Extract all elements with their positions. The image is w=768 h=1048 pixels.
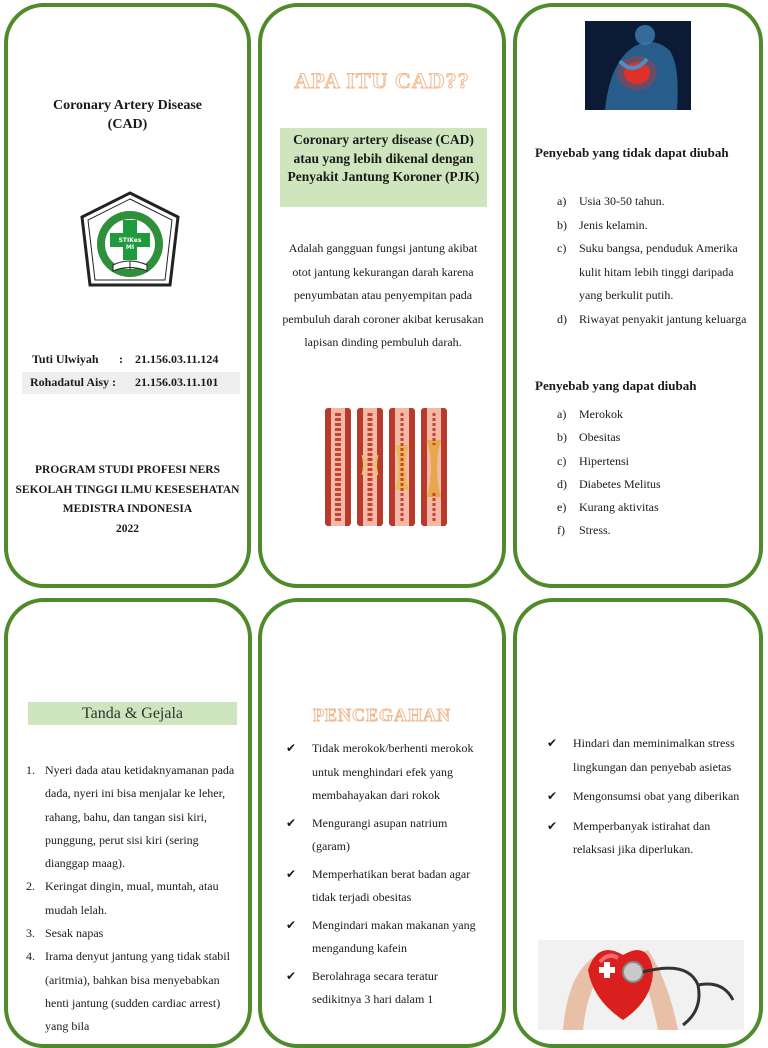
program-year: 2022 [116, 522, 139, 535]
list-item: ✔ Mengurangi asupan natrium (garam) [286, 812, 486, 859]
heart-stethoscope-image [538, 940, 744, 1030]
list-item: 3. Sesak napas [26, 926, 104, 941]
stikes-logo [75, 187, 185, 297]
author-row [22, 349, 240, 371]
prevention-panel [258, 598, 506, 1048]
list-item: ✔ Memperhatikan berat badan agar tidak terjadi obesitas [286, 863, 486, 910]
fixed-causes-title: Penyebab yang tidak dapat diubah [535, 145, 729, 160]
symptoms-list [26, 759, 238, 1039]
check-icon: ✔ [286, 968, 297, 983]
author-name: Tuti Ulwiyah [32, 352, 99, 366]
list-item: d) Riwayat penyakit jantung keluarga [557, 311, 747, 326]
author-name: Rohadatul Aisy : [30, 375, 117, 389]
list-item: f) Stress. [557, 523, 611, 538]
program-block [8, 461, 247, 539]
list-item: b) Obesitas [557, 430, 621, 445]
list-item: ✔ Mengonsumsi obat yang diberikan [547, 785, 747, 809]
symptoms-title: Tanda & Gejala [28, 702, 237, 725]
list-item: 1. Nyeri dada atau ketidaknyamanan pada dada, nyeri ini bisa menjalar ke leher, rahang, bahu, dan tangan sisi kiri, punggung, perut sisi kiri (sering dianggap maag). [26, 763, 235, 871]
program-line: SEKOLAH TINGGI ILMU KESESEHATAN [15, 483, 240, 496]
list-item: a) Usia 30-50 tahun. [557, 194, 665, 208]
author-nim: 21.156.03.11.101 [135, 375, 219, 389]
definition-box [280, 128, 487, 207]
list-item: 2. Keringat dingin, mual, muntah, atau mudah lelah. [26, 879, 219, 917]
list-item: a) Merokok [557, 407, 623, 421]
cover-panel [4, 3, 251, 588]
check-icon: ✔ [286, 741, 297, 755]
author-row [22, 372, 240, 394]
list-item: d) Diabetes Melitus [557, 476, 661, 491]
list-item: ✔ Berolahraga secara teratur sedikitnya 3 hari dalam 1 [286, 965, 486, 1012]
check-icon: ✔ [286, 815, 297, 830]
list-item: e) Kurang aktivitas [557, 500, 659, 515]
symptoms-panel [4, 598, 252, 1048]
program-line: MEDISTRA INDONESIA [62, 503, 193, 515]
prevention-list [286, 737, 486, 1012]
author-nim: 21.156.03.11.124 [135, 352, 219, 366]
list-item: c) Hipertensi [557, 453, 629, 468]
artery-illustration [322, 405, 450, 529]
check-icon: ✔ [547, 818, 558, 833]
list-item: c) Suku bangsa, penduduk Amerika kulit hitam lebih tinggi daripada yang berkulit putih. [557, 241, 738, 302]
definition-box-text: Coronary artery disease (CAD) atau yang lebih dikenal dengan Penyakit Jantung Koroner (PJK) [287, 132, 480, 184]
causes-panel [513, 3, 763, 588]
cover-title: Coronary Artery Disease (CAD) [52, 98, 203, 132]
prevention-continued-panel [513, 598, 763, 1048]
modifiable-causes-title: Penyebab yang dapat diubah [535, 378, 697, 393]
list-item: b) Jenis kelamin. [557, 217, 648, 232]
list-item: ✔ Tidak merokok/berhenti merokok untuk menghindari efek yang membahayakan dari rokok [286, 737, 486, 808]
list-item: ✔ Hindari dan meminimalkan stress lingkungan dan penyebab asietas [547, 732, 747, 779]
heart-pain-image [585, 21, 691, 110]
prevention-heading: PENCEGAHAN [312, 705, 451, 725]
prevention-continued-list [547, 732, 747, 862]
check-icon: ✔ [286, 917, 297, 932]
modifiable-causes-list [557, 403, 747, 543]
list-item: ✔ Mengindari makan makanan yang mengandung kafein [286, 914, 486, 961]
program-line: PROGRAM STUDI PROFESI NERS [35, 464, 220, 476]
definition-body: Adalah gangguan fungsi jantung akibat otot jantung kekurangan darah karena penyumbatan atau penyempitan pada pembuluh darah coroner akibat kerusakan lapisan dinding pembuluh darah. [282, 241, 484, 349]
check-icon: ✔ [547, 789, 558, 803]
definition-panel [258, 3, 506, 588]
logo-center-text: STIKes MI [118, 237, 142, 251]
list-item: 4. Irama denyut jantung yang tidak stabil (aritmia), bahkan bisa menyebabkan henti jantung (sudden cardiac arrest) yang bila [26, 949, 230, 1034]
definition-heading: APA ITU CAD?? [294, 68, 470, 93]
check-icon: ✔ [286, 866, 297, 881]
check-icon: ✔ [547, 736, 558, 750]
list-item: ✔ Memperbanyak istirahat dan relaksasi jika diperlukan. [547, 815, 747, 862]
author-sep: : [119, 352, 123, 366]
fixed-causes-list [557, 190, 747, 331]
